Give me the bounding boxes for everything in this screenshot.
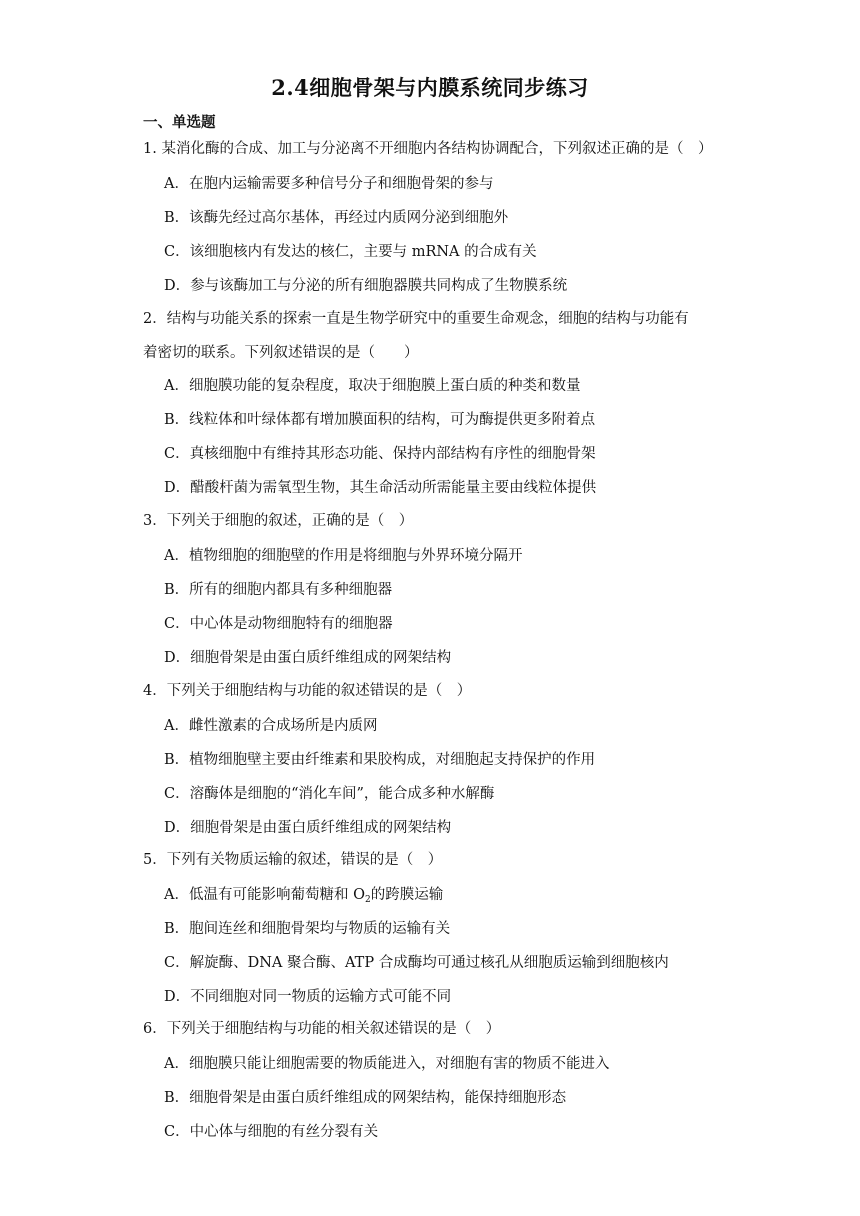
question-5-option-b: B．胞间连丝和细胞骨架均与物质的运输有关 [164,921,451,937]
question-5-stem: 5．下列有关物质运输的叙述，错误的是（ ） [143,852,443,868]
question-2-option-a: A．细胞膜功能的复杂程度，取决于细胞膜上蛋白质的种类和数量 [164,378,581,394]
question-1-option-c: C．该细胞核内有发达的核仁，主要与 mRNA 的合成有关 [164,244,537,260]
question-6-option-a: A．细胞膜只能让细胞需要的物质能进入，对细胞有害的物质不能进入 [164,1056,610,1072]
question-3-stem: 3．下列关于细胞的叙述，正确的是（ ） [143,513,414,529]
question-2-stem-line1: 2．结构与功能关系的探索一直是生物学研究中的重要生命观念，细胞的结构与功能有 [143,311,689,327]
section-heading: 一、单选题 [143,114,216,131]
question-4-option-d: D．细胞骨架是由蛋白质纤维组成的网架结构 [164,820,452,836]
question-3-option-c: C．中心体是动物细胞特有的细胞器 [164,616,393,632]
question-1-stem: 1. 某消化酶的合成、加工与分泌离不开细胞内各结构协调配合，下列叙述正确的是（ ） [143,141,713,157]
question-5-option-a-tail: 的跨膜运输 [370,887,444,903]
question-5-option-a-subscript: 2 [364,895,371,905]
question-1-option-d: D．参与该酶加工与分泌的所有细胞器膜共同构成了生物膜系统 [164,278,568,294]
question-4-option-c: C．溶酶体是细胞的“消化车间”，能合成多种水解酶 [164,786,495,802]
question-3-option-a: A．植物细胞的细胞壁的作用是将细胞与外界环境分隔开 [164,548,523,564]
question-6-option-c: C．中心体与细胞的有丝分裂有关 [164,1124,379,1140]
question-1-option-a: A．在胞内运输需要多种信号分子和细胞骨架的参与 [164,176,494,192]
question-2-option-d: D．醋酸杆菌为需氧型生物，其生命活动所需能量主要由线粒体提供 [164,480,597,496]
question-6-option-b: B．细胞骨架是由蛋白质纤维组成的网架结构，能保持细胞形态 [164,1090,567,1106]
question-5-option-a-text: A．低温有可能影响葡萄糖和 O [164,887,365,903]
question-5-option-a [164,885,443,910]
question-3-option-d: D．细胞骨架是由蛋白质纤维组成的网架结构 [164,650,452,666]
question-5-option-c: C．解旋酶、DNA 聚合酶、ATP 合成酶均可通过核孔从细胞质运输到细胞核内 [164,955,669,971]
question-2-stem [143,302,723,370]
question-2-stem-line2: 着密切的联系。下列叙述错误的是（ ） [143,345,419,361]
question-4-option-a: A．雌性激素的合成场所是内质网 [164,718,378,734]
question-5-option-d: D．不同细胞对同一物质的运输方式可能不同 [164,989,452,1005]
question-1-option-b: B．该酶先经过高尔基体，再经过内质网分泌到细胞外 [164,210,509,226]
question-4-stem: 4．下列关于细胞结构与功能的叙述错误的是（ ） [143,683,472,699]
question-4-option-b: B．植物细胞壁主要由纤维素和果胶构成，对细胞起支持保护的作用 [164,752,596,768]
question-2-option-b: B．线粒体和叶绿体都有增加膜面积的结构，可为酶提供更多附着点 [164,412,596,428]
question-3-option-b: B．所有的细胞内都具有多种细胞器 [164,582,393,598]
page-title: 2.4细胞骨架与内膜系统同步练习 [271,75,589,100]
question-6-stem: 6．下列关于细胞结构与功能的相关叙述错误的是（ ） [143,1021,501,1037]
question-2-option-c: C．真核细胞中有维持其形态功能、保持内部结构有序性的细胞骨架 [164,446,596,462]
